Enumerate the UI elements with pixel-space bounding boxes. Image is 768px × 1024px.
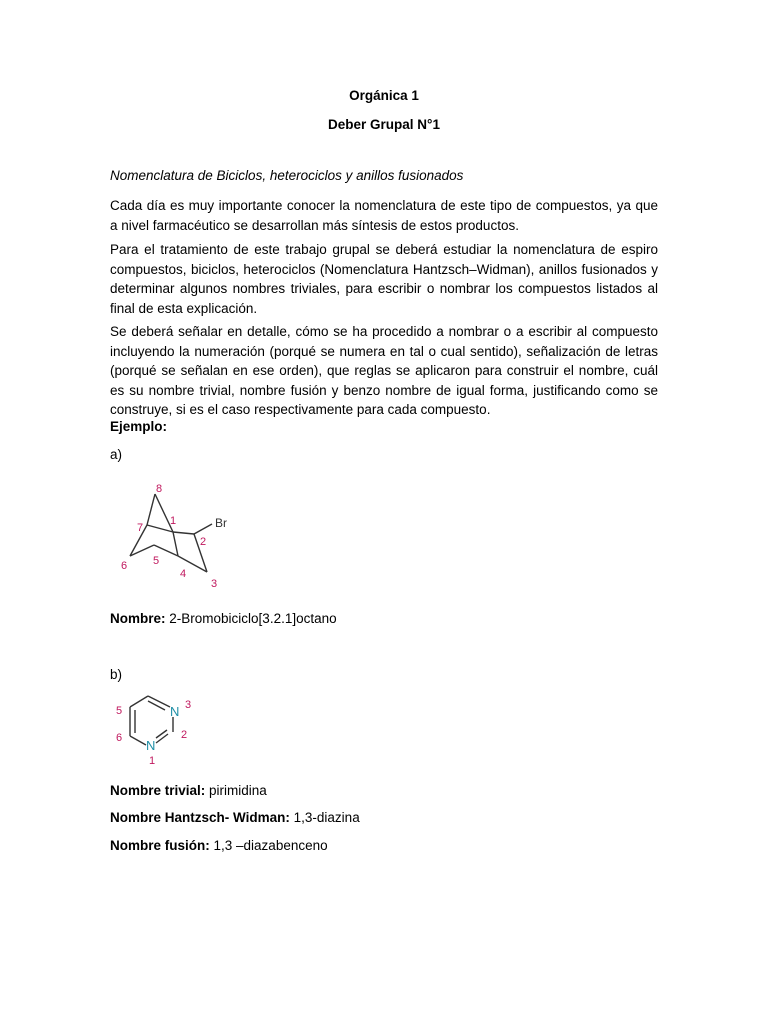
locant-6: 6 [116, 732, 123, 744]
locant-5: 5 [116, 705, 123, 717]
trivial-name-label: Nombre trivial: [110, 783, 206, 798]
bicyclooctane-structure [110, 472, 250, 597]
locant-3: 3 [211, 578, 218, 590]
locant-1: 1 [170, 515, 177, 527]
example-label: Ejemplo: [110, 419, 168, 434]
example-a-label: a) [110, 447, 123, 462]
nitrogen-1: N [146, 738, 156, 753]
locant-2: 2 [200, 536, 207, 548]
fusion-name-label: Nombre fusión: [110, 838, 210, 853]
locant-3: 3 [185, 699, 192, 711]
fusion-name-value: 1,3 –diazabenceno [213, 838, 328, 853]
paragraph-2: Para el tratamiento de este trabajo grupal se deberá estudiar la nomenclatura de espiro compuestos, biciclos, heterociclos (Nomenclatura Hantzsch–Widman), anillos fusionados y determinar algunos nombres triviales, para escribir o nombrar los compuestos listados al final de esta explicación. [110, 242, 658, 316]
locant-6: 6 [121, 560, 128, 572]
example-b-label: b) [110, 667, 123, 682]
locant-5: 5 [153, 555, 160, 567]
hantzsch-widman-line [110, 810, 360, 825]
bromine-label: Br [215, 516, 227, 530]
hantzsch-widman-value: 1,3-diazina [293, 810, 360, 825]
locant-2: 2 [181, 729, 188, 741]
locant-4: 4 [180, 568, 187, 580]
locant-8: 8 [156, 483, 163, 495]
page-subtitle: Deber Grupal N°1 [328, 117, 440, 132]
page-title: Orgánica 1 [349, 88, 419, 103]
locant-1: 1 [149, 755, 156, 767]
paragraph-1: Cada día es muy importante conocer la nomenclatura de este tipo de compuestos, ya que a nivel farmacéutico se desarrollan más síntesis de estos productos. [110, 198, 658, 233]
fusion-name-line [110, 838, 328, 853]
trivial-name-line [110, 783, 267, 798]
locant-7: 7 [137, 522, 144, 534]
nitrogen-3: N [170, 704, 180, 719]
section-title: Nomenclatura de Biciclos, heterociclos y anillos fusionados [110, 168, 464, 183]
example-a-name [110, 611, 337, 626]
paragraph-3: Se deberá señalar en detalle, cómo se ha procedido a nombrar o a escribir al compuesto incluyendo la numeración (porqué se numera en tal o cual sentido), señalización de letras (porqué se señalan en ese orden), que reglas se aplicaron para construir el nombre, cuál es su nombre trivial, nombre fusión y benzo nombre de igual forma, justificando como se construye, si es el caso respectivamente para cada compuesto. [110, 324, 658, 417]
name-value: 2-Bromobiciclo[3.2.1]octano [169, 611, 337, 626]
pyrimidine-structure [110, 690, 210, 770]
name-label: Nombre: [110, 611, 166, 626]
trivial-name-value: pirimidina [209, 783, 267, 798]
hantzsch-widman-label: Nombre Hantzsch- Widman: [110, 810, 290, 825]
